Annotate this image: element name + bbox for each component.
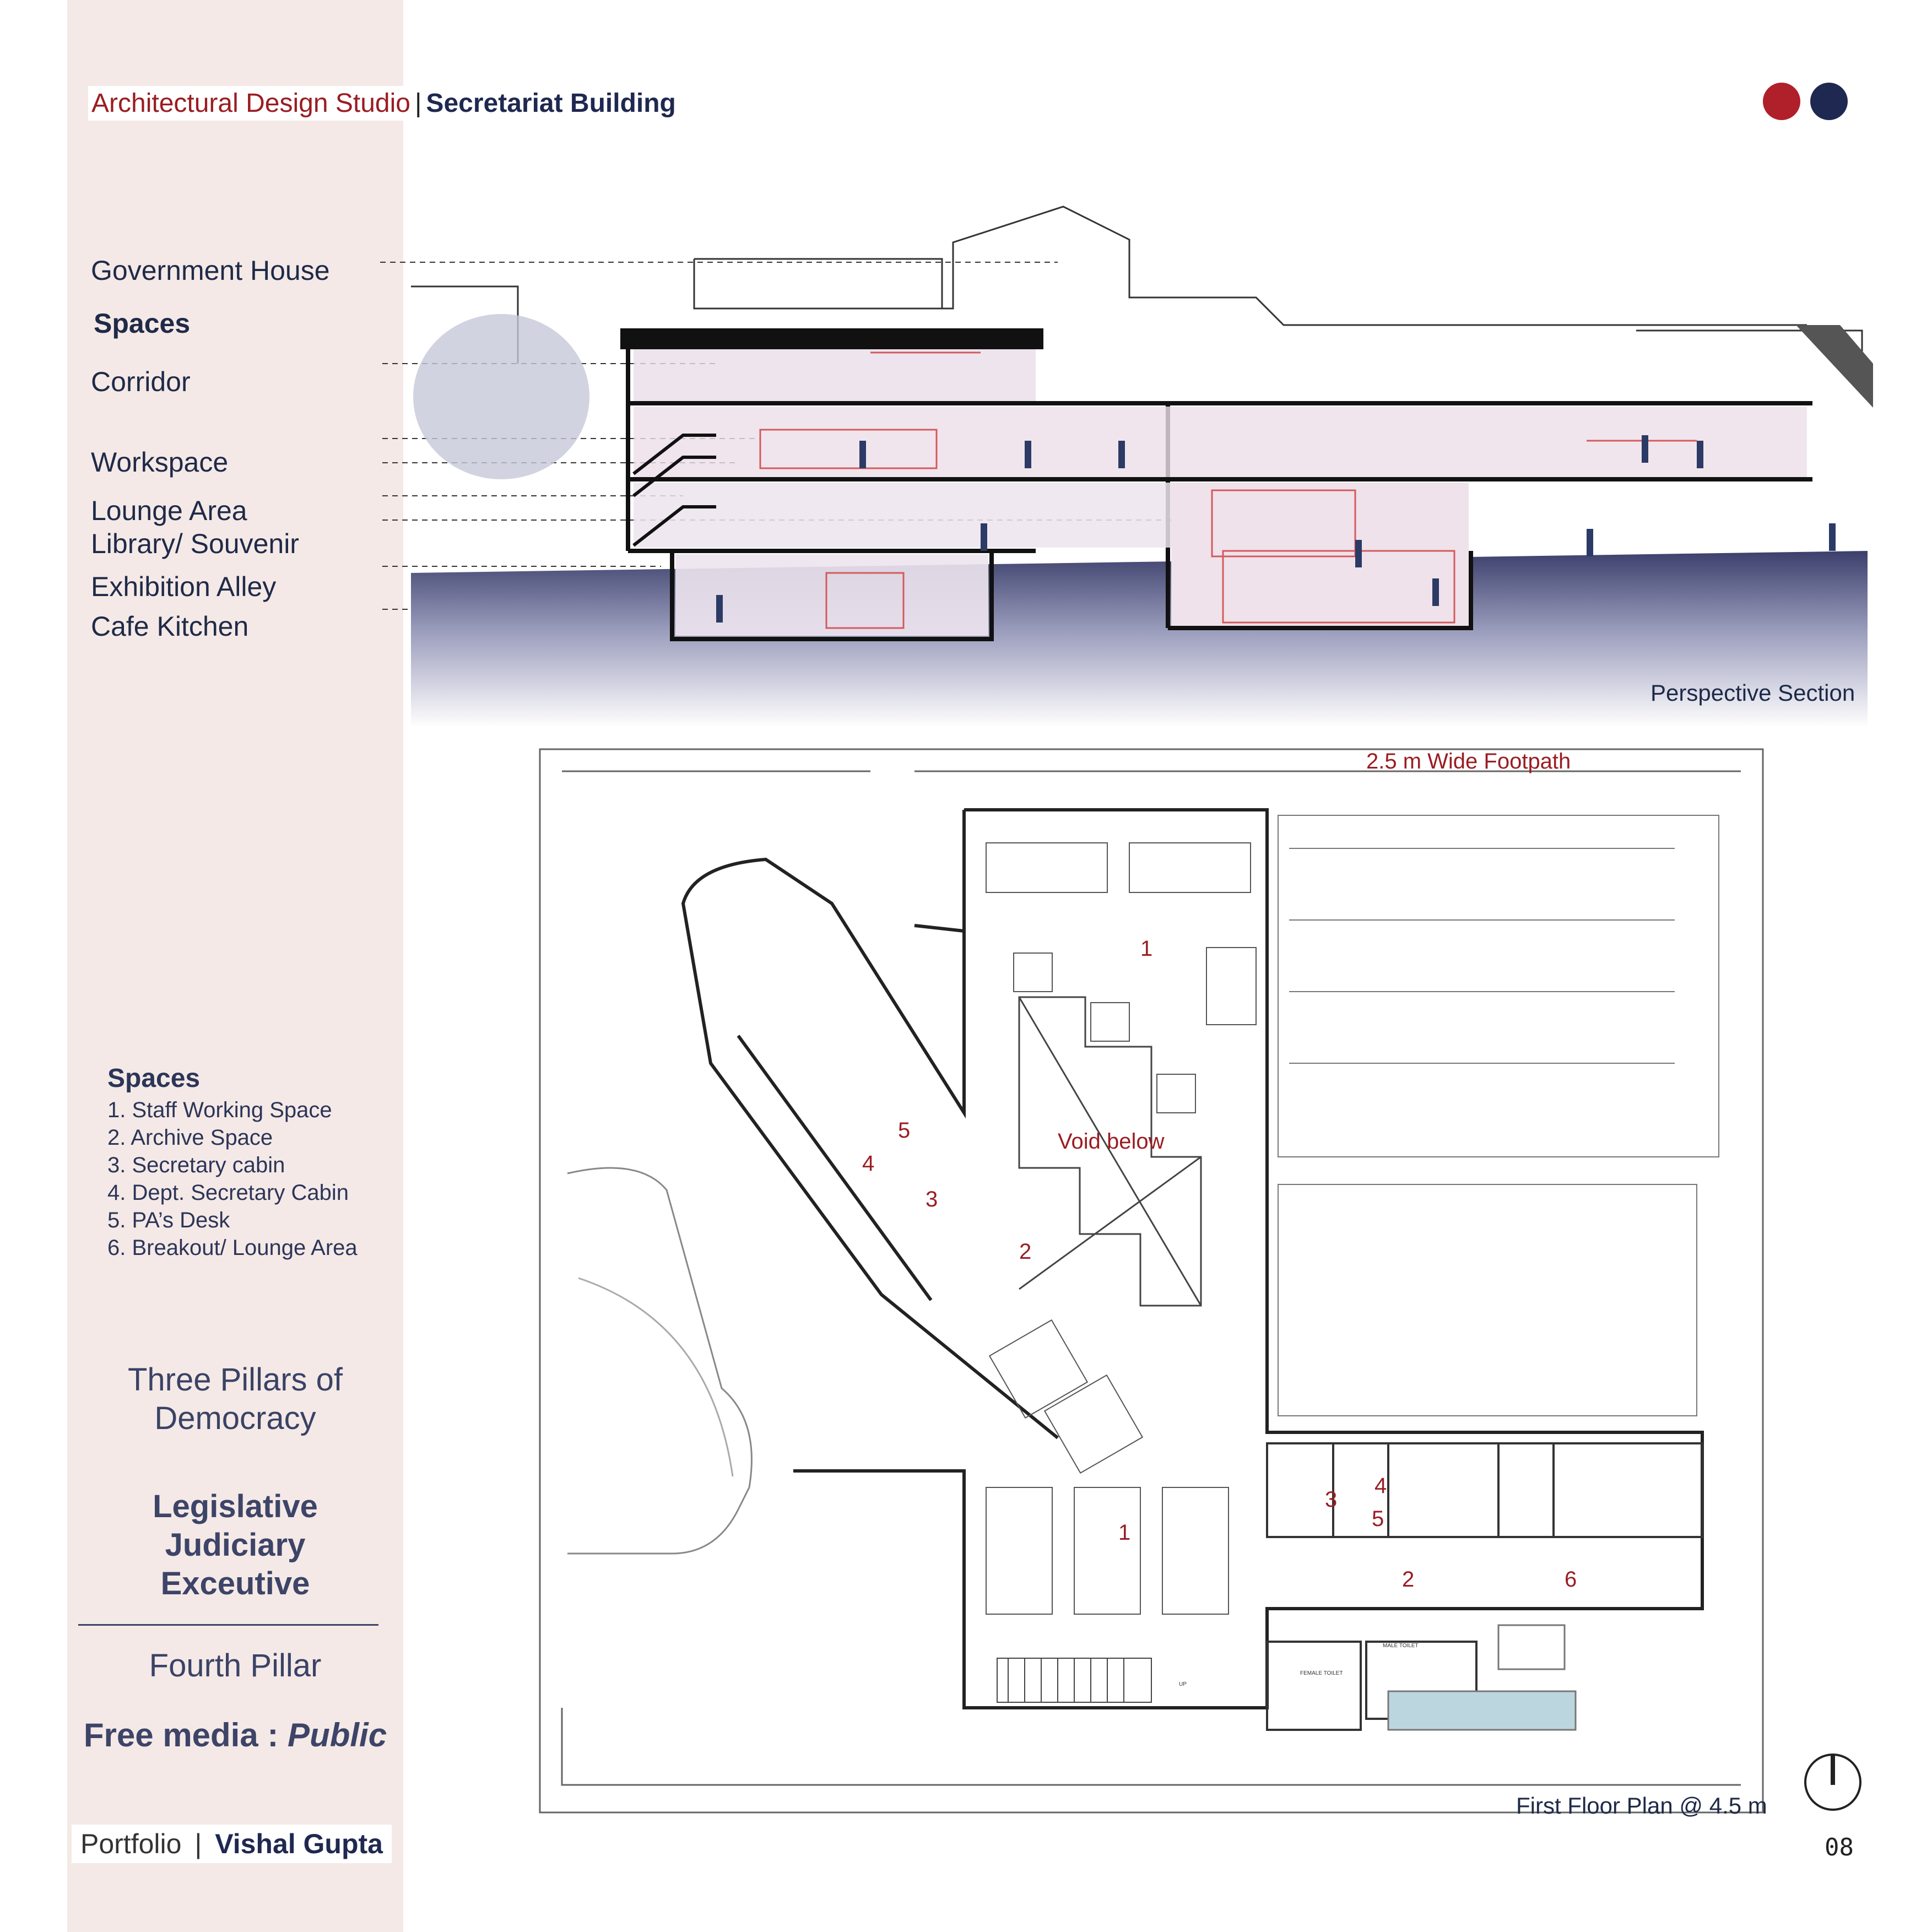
branch-judiciary: Judiciary xyxy=(165,1527,306,1563)
list-item: 5. PA’s Desk xyxy=(107,1208,230,1232)
list-item: 3. Secretary cabin xyxy=(107,1153,285,1177)
label-exhibition: Exhibition Alley xyxy=(91,571,277,602)
water-feature xyxy=(1388,1691,1576,1730)
bottom-stair xyxy=(997,1658,1151,1702)
free-media-emphasis: Public xyxy=(288,1717,387,1754)
label-cafe: Cafe Kitchen xyxy=(91,611,249,642)
pillars-branches xyxy=(67,1487,403,1603)
header-separator: | xyxy=(414,89,422,118)
building-walls xyxy=(683,810,1702,1708)
free-media-line xyxy=(67,1716,403,1754)
plan-number: 6 xyxy=(1565,1567,1577,1592)
cabin-walls xyxy=(1267,1443,1702,1730)
footpath-label: 2.5 m Wide Footpath xyxy=(1366,749,1571,773)
plan-number: 1 xyxy=(1140,937,1153,961)
divider xyxy=(78,1624,378,1626)
plan-number: 3 xyxy=(926,1187,938,1211)
project-title: Secretariat Building xyxy=(426,89,676,118)
tree-shape xyxy=(413,314,589,479)
red-dot-icon xyxy=(1763,83,1800,120)
label-corridor: Corridor xyxy=(91,366,191,397)
footer-portfolio: Portfolio xyxy=(80,1828,182,1859)
label-spaces: Spaces xyxy=(94,308,191,339)
north-arrow-icon xyxy=(1803,1752,1863,1812)
parking-ramps xyxy=(1278,815,1719,1416)
plan-number: 5 xyxy=(1372,1507,1384,1531)
plan-number: 2 xyxy=(1019,1240,1032,1264)
footer-separator: | xyxy=(194,1828,202,1859)
label-library: Library/ Souvenir xyxy=(91,528,299,559)
ground-fill xyxy=(411,551,1868,727)
three-pillars-heading xyxy=(67,1361,403,1438)
plan-number: 4 xyxy=(1374,1474,1387,1498)
pillars-line-1: Three Pillars of xyxy=(127,1362,343,1398)
fourth-pillar: Fourth Pillar xyxy=(149,1648,322,1684)
page-number: 08 xyxy=(1825,1833,1854,1861)
perspective-section-drawing xyxy=(375,198,1873,727)
male-toilet-label: MALE TOILET xyxy=(1383,1643,1419,1649)
label-government-house: Government House xyxy=(91,255,330,286)
first-floor-plan-drawing xyxy=(529,738,1774,1818)
branch-legislative: Legislative xyxy=(153,1489,318,1524)
list-item: 6. Breakout/ Lounge Area xyxy=(107,1236,358,1260)
list-item: 2. Archive Space xyxy=(107,1125,273,1150)
workstation-clusters xyxy=(986,843,1256,1614)
female-toilet-label: FEMALE TOILET xyxy=(1300,1670,1343,1676)
list-item: 1. Staff Working Space xyxy=(107,1098,332,1122)
stair-up-label: UP xyxy=(1179,1681,1187,1687)
spaces-list-title: Spaces xyxy=(107,1064,201,1093)
studio-title: Architectural Design Studio xyxy=(91,89,410,118)
plan-number: 3 xyxy=(1325,1487,1338,1512)
plan-number: 5 xyxy=(898,1118,911,1143)
page-header xyxy=(88,86,679,121)
plan-number: 2 xyxy=(1402,1567,1415,1592)
label-workspace: Workspace xyxy=(91,447,229,478)
site-outline xyxy=(540,749,1763,1812)
label-lounge: Lounge Area xyxy=(91,495,247,526)
plan-caption: First Floor Plan @ 4.5 m xyxy=(1516,1793,1767,1819)
footer-author: Vishal Gupta xyxy=(215,1828,383,1859)
plan-number: 4 xyxy=(862,1151,875,1176)
pillars-line-2: Democracy xyxy=(154,1400,316,1436)
sidebar-panel xyxy=(67,0,403,1932)
navy-dot-icon xyxy=(1810,83,1848,120)
section-caption: Perspective Section xyxy=(1650,680,1855,706)
free-media-prefix: Free media : xyxy=(83,1717,288,1754)
list-item: 4. Dept. Secretary Cabin xyxy=(107,1181,349,1205)
void-label: Void below xyxy=(1058,1129,1165,1154)
branch-executive: Exceutive xyxy=(160,1566,310,1601)
plan-number: 1 xyxy=(1118,1520,1131,1545)
portfolio-footer xyxy=(72,1825,392,1863)
spaces-list xyxy=(107,1096,358,1262)
